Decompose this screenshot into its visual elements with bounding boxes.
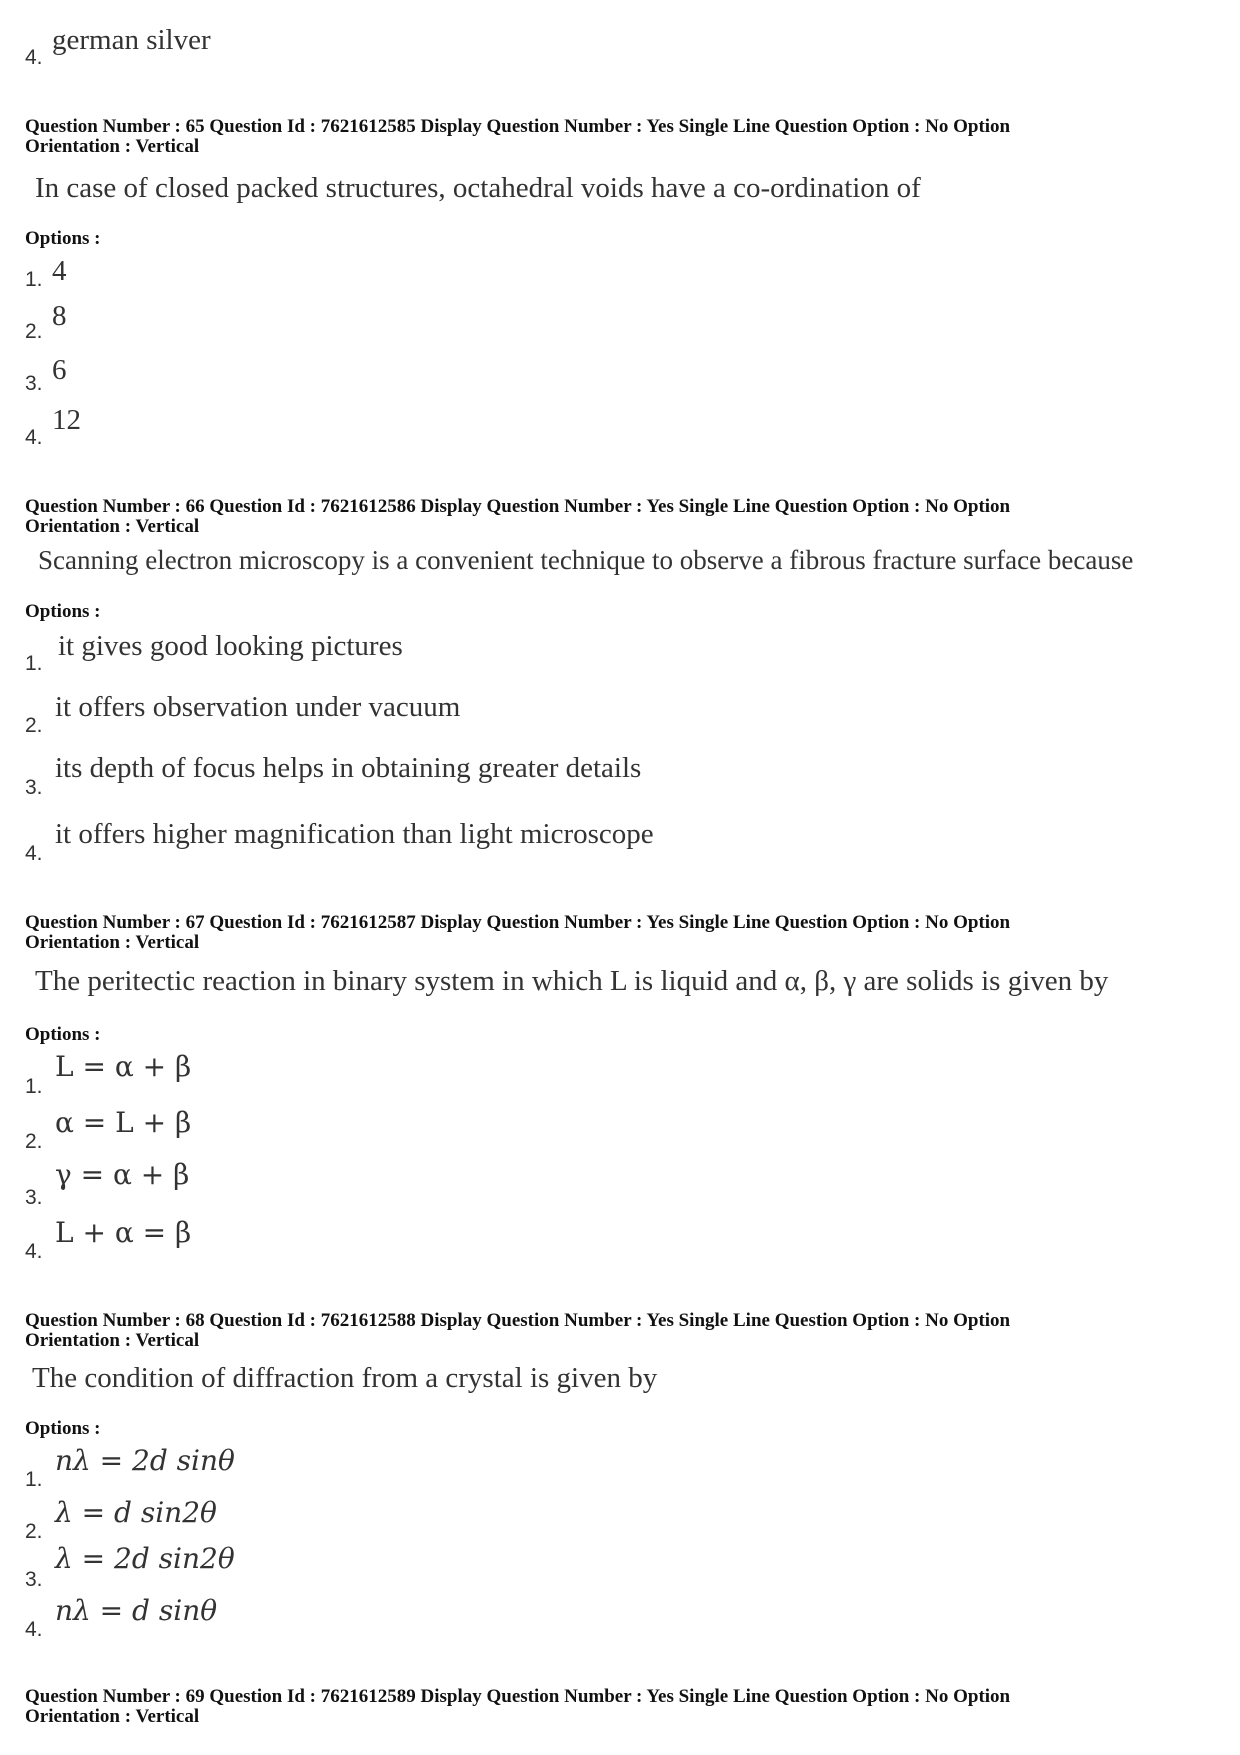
question-text: Scanning electron microscopy is a convenient technique to observe a fibrous fracture surface because: [38, 545, 1134, 575]
option-text: it offers higher magnification than light microscope: [55, 818, 654, 850]
option-formula: λ = 2d sin2θ: [55, 1542, 235, 1575]
option-text: it gives good looking pictures: [58, 630, 403, 662]
option-number: 1.: [25, 1468, 43, 1491]
option-number: 1.: [25, 652, 43, 675]
option-number: 3.: [25, 776, 43, 799]
question-meta-line2: Orientation : Vertical: [25, 1330, 200, 1351]
question-meta-line2: Orientation : Vertical: [25, 516, 200, 537]
question-meta-line2: Orientation : Vertical: [25, 932, 200, 953]
question-meta-line1: Question Number : 65 Question Id : 7621612585 Display Question Number : Yes Single Line Question Option : No Option: [25, 116, 1011, 137]
option-number: 3.: [25, 372, 43, 395]
options-label: Options :: [25, 1418, 101, 1439]
options-label: Options :: [25, 228, 101, 249]
option-number: 4.: [25, 842, 43, 865]
option-formula: nλ = d sinθ: [55, 1594, 218, 1627]
option-text: 6: [52, 354, 67, 386]
option-text: 12: [52, 404, 81, 436]
option-formula: λ = d sin2θ: [55, 1496, 217, 1529]
question-meta-line1: Question Number : 68 Question Id : 7621612588 Display Question Number : Yes Single Line Question Option : No Option: [25, 1310, 1011, 1331]
options-label: Options :: [25, 601, 101, 622]
option-formula: L + α = β: [55, 1216, 192, 1249]
option-number: 3.: [25, 1568, 43, 1591]
option-number: 4.: [25, 426, 43, 449]
question-text: The peritectic reaction in binary system in which L is liquid and α, β, γ are solids is given by: [35, 965, 1109, 997]
option-number: 4.: [25, 46, 43, 69]
question-text: The condition of diffraction from a crystal is given by: [32, 1362, 658, 1394]
option-number: 2.: [25, 714, 43, 737]
option-formula: nλ = 2d sinθ: [55, 1444, 235, 1477]
option-number: 1.: [25, 1075, 43, 1098]
question-meta-line2: Orientation : Vertical: [25, 136, 200, 157]
option-text: 4: [52, 255, 67, 287]
option-number: 1.: [25, 268, 43, 291]
options-label: Options :: [25, 1024, 101, 1045]
option-formula: L = α + β: [55, 1050, 192, 1083]
option-number: 2.: [25, 1520, 43, 1543]
question-meta-line1: Question Number : 67 Question Id : 7621612587 Display Question Number : Yes Single Line Question Option : No Option: [25, 912, 1011, 933]
option-number: 2.: [25, 320, 43, 343]
option-number: 3.: [25, 1186, 43, 1209]
question-text: In case of closed packed structures, octahedral voids have a co-ordination of: [35, 172, 921, 204]
option-number: 2.: [25, 1130, 43, 1153]
option-number: 4.: [25, 1240, 43, 1263]
option-text: its depth of focus helps in obtaining greater details: [55, 752, 642, 784]
option-text: it offers observation under vacuum: [55, 691, 461, 723]
question-meta-line2: Orientation : Vertical: [25, 1706, 200, 1727]
option-formula: γ = α + β: [55, 1158, 190, 1191]
option-formula: α = L + β: [55, 1106, 192, 1139]
option-text: 8: [52, 300, 67, 332]
question-meta-line1: Question Number : 69 Question Id : 7621612589 Display Question Number : Yes Single Line Question Option : No Option: [25, 1686, 1011, 1707]
option-text: german silver: [52, 24, 211, 56]
option-number: 4.: [25, 1618, 43, 1641]
question-meta-line1: Question Number : 66 Question Id : 7621612586 Display Question Number : Yes Single Line Question Option : No Option: [25, 496, 1011, 517]
